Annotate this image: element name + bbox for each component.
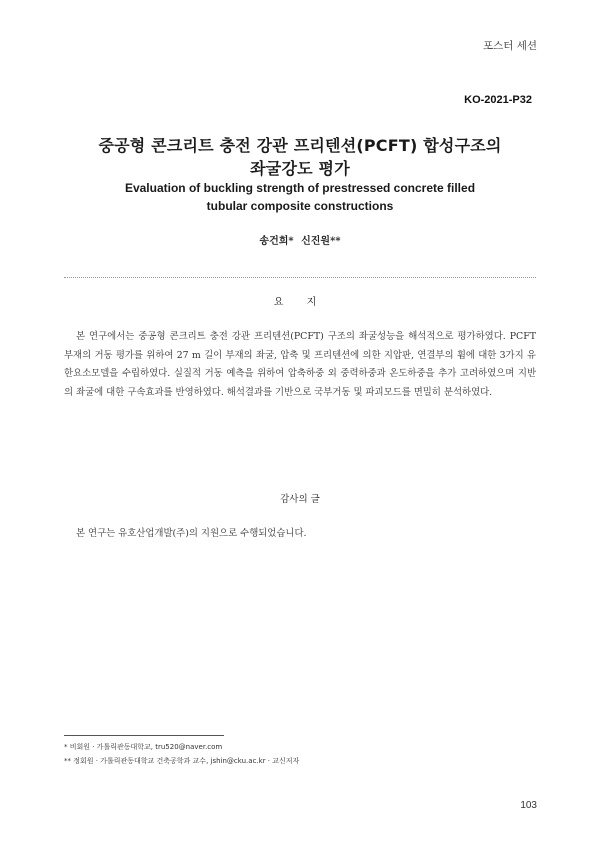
footnote-rule [64,735,224,736]
acknowledgment-body: 본 연구는 유호산업개발(주)의 지원으로 수행되었습니다. [76,528,307,539]
paper-code: KO-2021-P32 [464,94,532,106]
abstract-heading: 요 지 [273,297,327,308]
title-korean-line1: 중공형 콘크리트 충전 강관 프리텐션(PCFT) 합성구조의 [98,136,502,155]
section-label: 포스터 세션 [482,40,537,52]
title-korean-line2: 좌굴강도 평가 [250,159,350,178]
abstract-body: 본 연구에서는 중공형 콘크리트 충전 강관 프리텐션(PCFT) 구조의 좌굴성능을 해석적으로 평가하였다. PCFT 부재의 거동 평가를 위하여 27 m 길이 부재의 좌굴, 압축 및 프리텐션에 의한 지압판, 연결부의 휨에 대한 3가지 유한요소모델을 수립하였다. 실질적 거동 예측을 위하여 압축하중 외 중력하중과 온도하중을 추가 고려하였으며 지반의 좌굴에 대한 구속효과를 반영하였다. 해석결과를 기반으로 국부거동 및 파괴모드를 면밀히 분석하였다. [64,331,536,398]
title-english-line2: tubular composite constructions [206,199,394,213]
title-english-line1: Evaluation of buckling strength of prestressed concrete filled [124,181,476,195]
acknowledgment-heading: 감사의 글 [280,494,320,505]
footnote-1: * 비회원 · 가톨릭관동대학교, tru520@naver.com [64,743,223,751]
divider [64,277,536,278]
footnote-2: ** 정회원 · 가톨릭관동대학교 건축공학과 교수, jshin@cku.ac.kr · 교신저자 [64,757,300,765]
page-number: 103 [520,800,537,811]
author-list: 송건희* 신진원** [259,236,341,247]
